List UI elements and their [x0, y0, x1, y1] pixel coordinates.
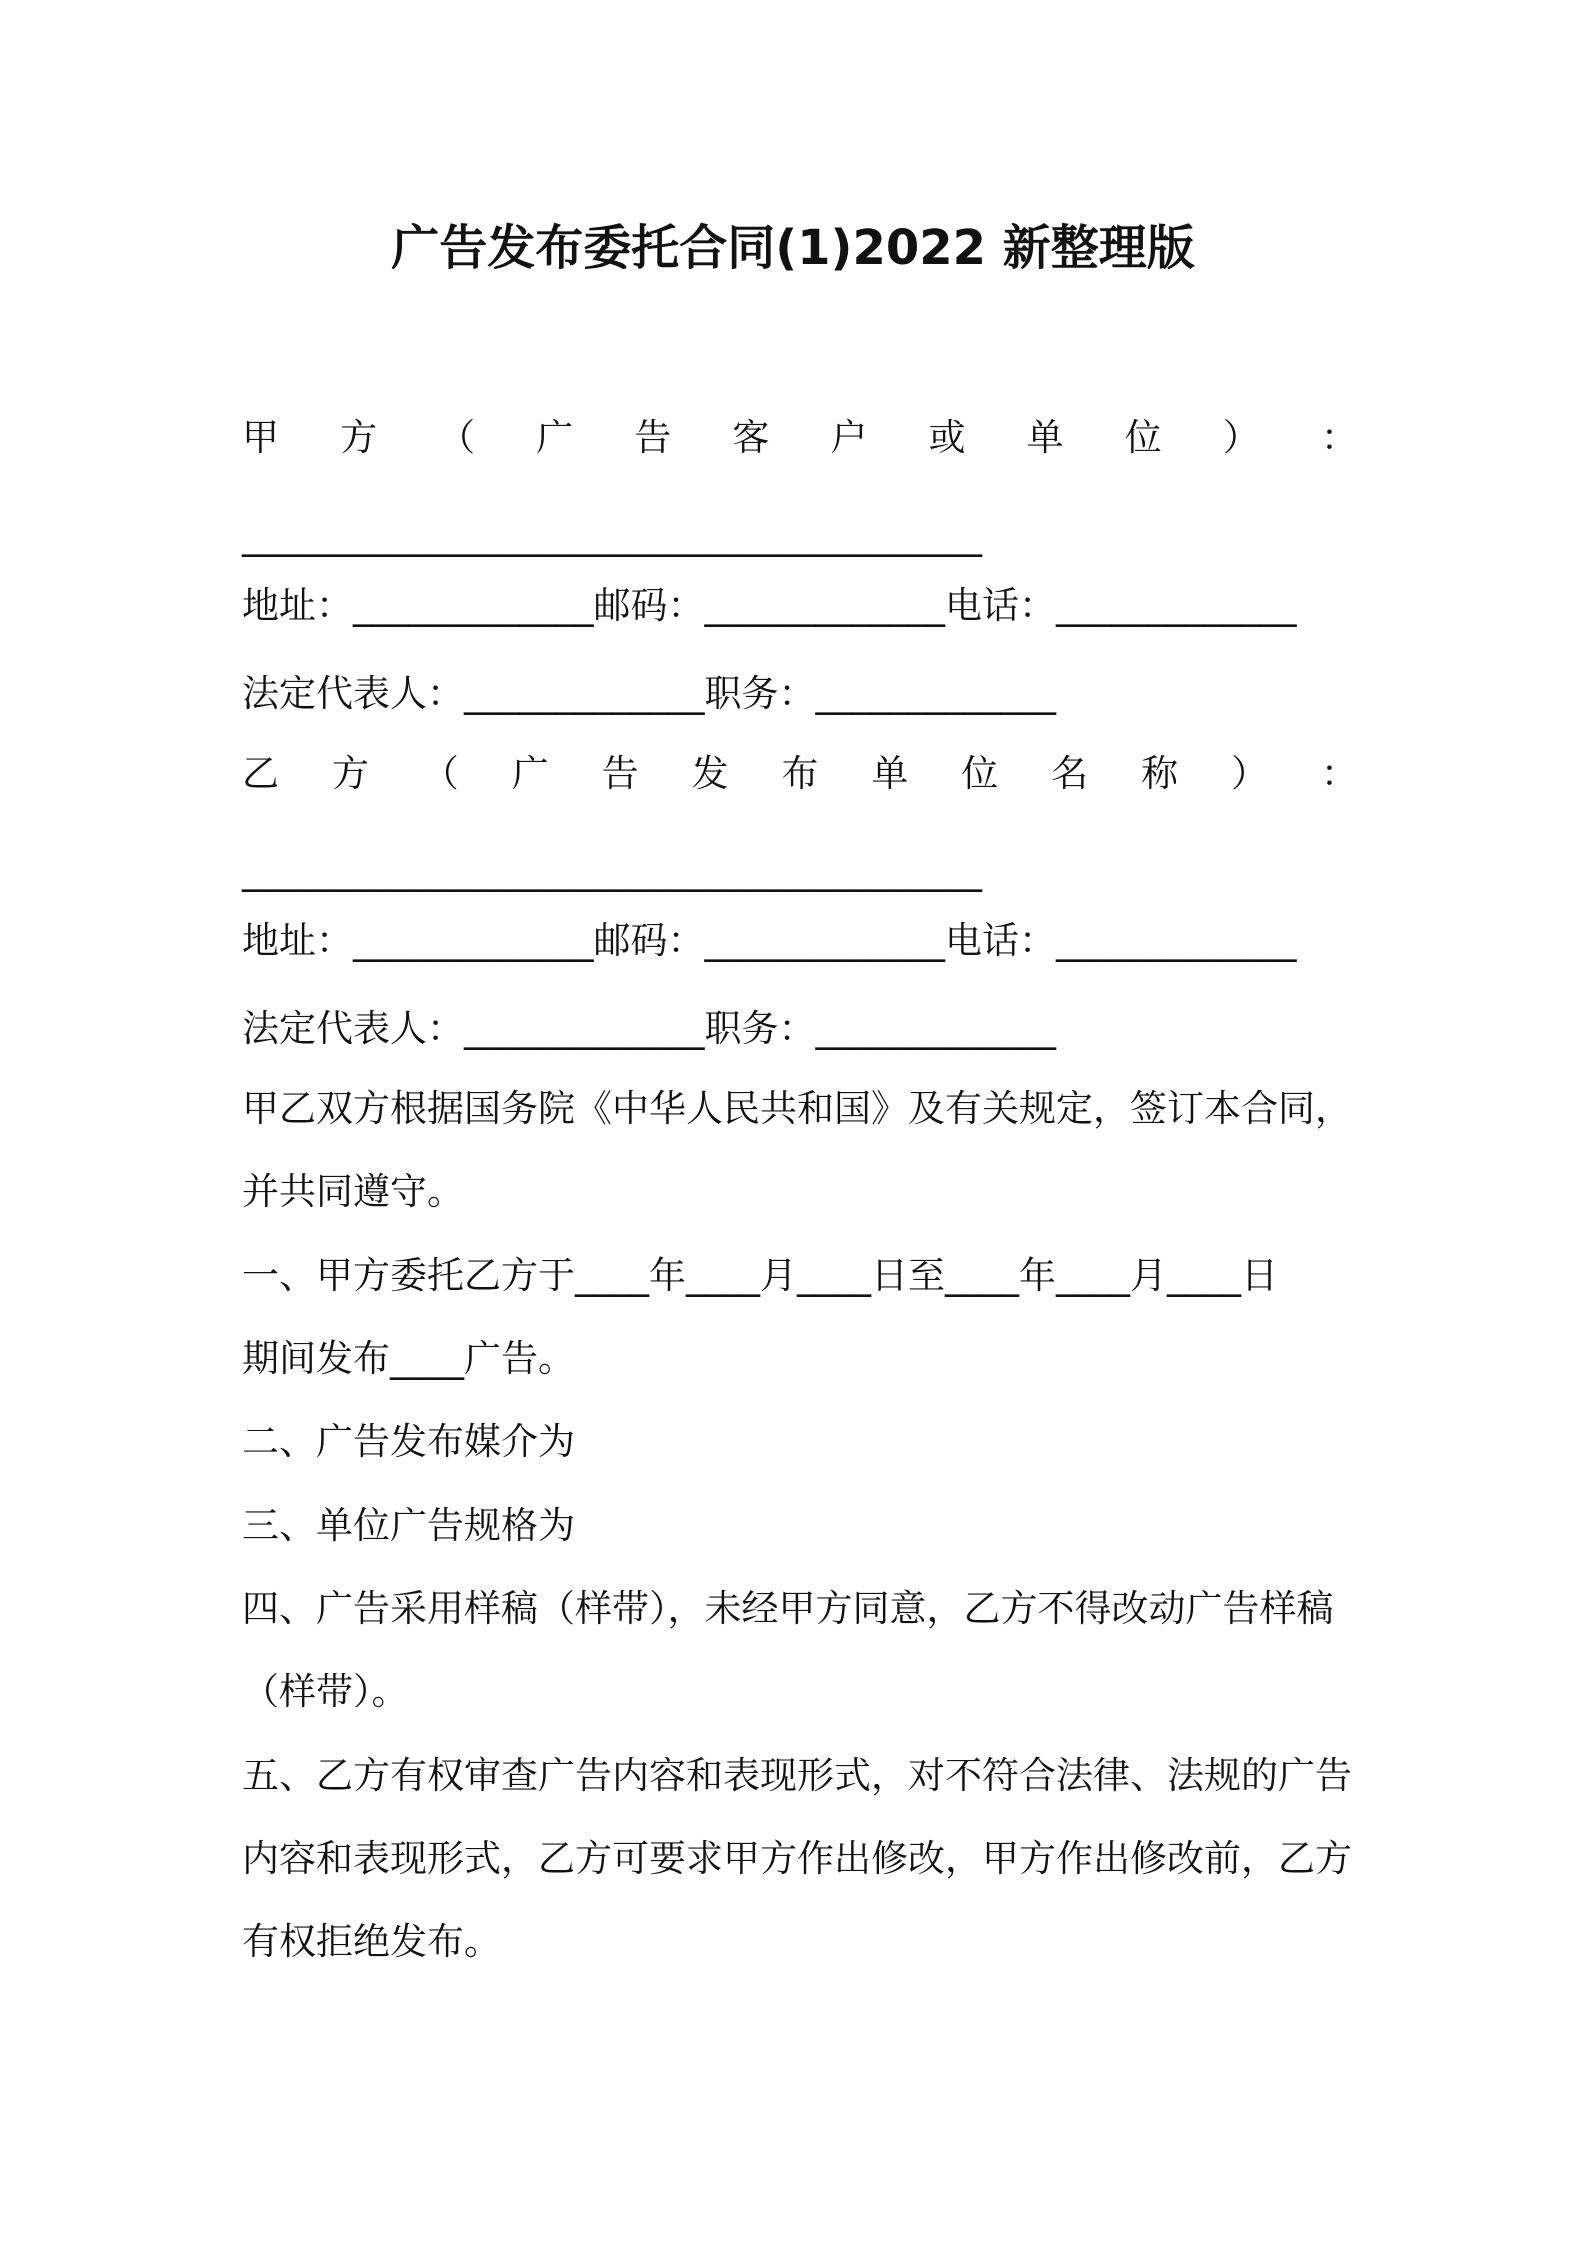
heading-char: 告: [601, 752, 639, 795]
heading-char: ：: [1320, 752, 1358, 795]
body-line: 有权拒绝发布。: [242, 1920, 501, 1963]
party-a-name-blank: ________________________________________: [242, 514, 982, 557]
heading-char: 或: [928, 416, 966, 459]
heading-char: （: [438, 416, 476, 459]
heading-char: 位: [961, 752, 999, 795]
heading-char: ：: [1320, 416, 1358, 459]
party-b-contact-line: 地址：_____________邮码：_____________电话：_____________: [242, 919, 1297, 962]
heading-char: 单: [1026, 416, 1064, 459]
body-line: （样带）。: [242, 1670, 409, 1713]
body-line: 四、广告采用样稿（样带），未经甲方同意，乙方不得改动广告样稿: [242, 1587, 1334, 1630]
body-line: 期间发布____广告。: [242, 1337, 575, 1380]
body-line: 三、单位广告规格为: [242, 1504, 575, 1547]
heading-char: 乙: [242, 752, 279, 795]
heading-char: ）: [1222, 416, 1260, 459]
heading-char: 方: [331, 752, 369, 795]
body-line: 甲乙双方根据国务院《中华人民共和国》及有关规定，签订本合同，: [242, 1087, 1352, 1130]
party-b-heading: [242, 748, 1358, 800]
document-title: 广告发布委托合同(1)2022 新整理版: [391, 220, 1195, 276]
heading-char: 广: [511, 752, 549, 795]
party-a-representative-line: 法定代表人：_____________职务：_____________: [242, 672, 1056, 715]
heading-char: 告: [634, 416, 672, 459]
body-line: 二、广告发布媒介为: [242, 1420, 575, 1463]
body-line: 内容和表现形式，乙方可要求甲方作出修改，甲方作出修改前，乙方: [242, 1837, 1352, 1880]
party-a-heading: [242, 412, 1358, 464]
body-line: 五、乙方有权审查广告内容和表现形式，对不符合法律、法规的广告: [242, 1754, 1352, 1797]
party-b-name-blank: ________________________________________: [242, 849, 982, 892]
heading-char: 名: [1051, 752, 1089, 795]
party-b-representative-line: 法定代表人：_____________职务：_____________: [242, 1007, 1056, 1050]
heading-char: 布: [781, 752, 819, 795]
heading-char: 户: [830, 416, 868, 459]
heading-char: 甲: [242, 416, 279, 459]
party-a-contact-line: 地址：_____________邮码：_____________电话：_____________: [242, 584, 1297, 627]
heading-char: 广: [536, 416, 574, 459]
heading-char: 方: [340, 416, 378, 459]
body-line: 一、甲方委托乙方于____年____月____日至____年____月____日: [242, 1254, 1278, 1297]
heading-char: 客: [732, 416, 770, 459]
heading-char: 发: [691, 752, 729, 795]
heading-char: 单: [871, 752, 909, 795]
body-line: 并共同遵守。: [242, 1170, 464, 1213]
heading-char: 位: [1124, 416, 1162, 459]
heading-char: （: [421, 752, 459, 795]
heading-char: ）: [1230, 752, 1268, 795]
heading-char: 称: [1141, 752, 1179, 795]
